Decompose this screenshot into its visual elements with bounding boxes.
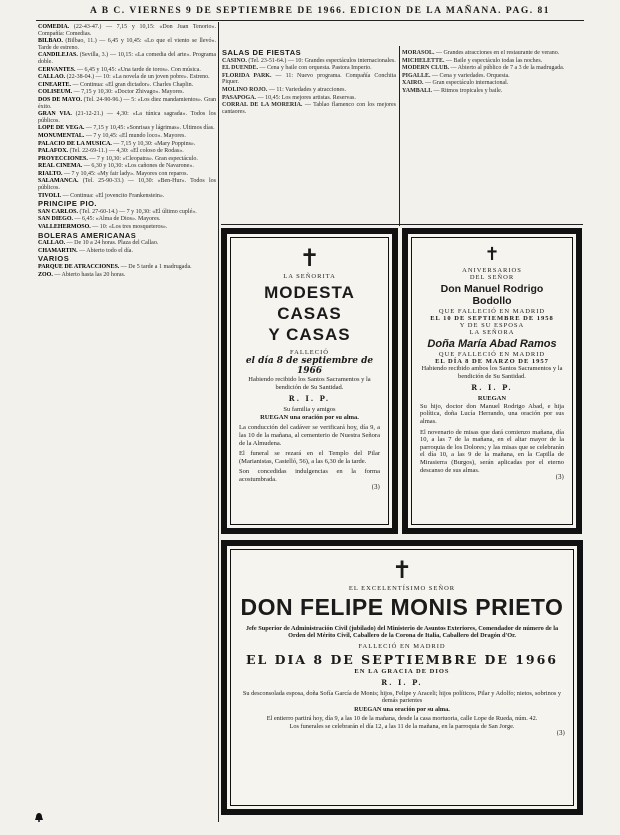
list-item [38,89,216,96]
obituary-funeral: Los funerales se celebrarán el día 12, a las 11 de la mañana, en la parroquia de San Jorge. [289,722,515,730]
obituary-grace: EN LA GRACIA DE DIOS [354,667,450,675]
obituary-rip: R. I. P. [381,677,423,687]
list-item [38,224,216,231]
cross-icon: ✝ [484,244,500,265]
obituary-date: EL 10 DE SEPTIEMBRE DE 1958 [430,315,554,322]
header-rule [36,20,584,21]
entry-name: PIGALLE. [402,72,431,79]
entry-name: FLORIDA PARK. [222,72,272,79]
entry-text: — Ritmos tropicales y baile. [433,87,503,94]
entry-name: GRAN VIA. [38,111,72,118]
list-item [38,264,216,271]
obituary-fallecio: QUE FALLECIÓ EN MADRID [438,308,546,315]
obituary-masses: El novenario de misas que dará comienzo mañana, día 10, a las 7 de la mañana, en el altar mayor de la parroquia de los Dolores; y las misas que se celebrarán el día 10, a las 9 de la mañana, en la Capilla de Mirasierra (Burgos), serán aplicadas por el eterno descanso de sus almas. [420,428,564,474]
entry-text: — 11: Nuevo programa. Compañía Conchita Piquer. [222,72,396,86]
obituary-fallecio: QUE FALLECIÓ EN MADRID [438,351,546,358]
entry-text: — Abierto al público de 7 a 3 de la madrugada. [450,65,565,72]
obituary-name: Don Manuel Rodrigo Bodollo [440,283,544,307]
list-item [38,272,216,279]
entry-text: — Cena y variedades. Orquesta. [432,72,510,79]
list-item [38,133,216,140]
obituary-rodrigo-abad [402,228,582,534]
section-heading: SALAS DE FIESTAS [222,50,302,57]
entry-text: — De 5 tarde a 1 madrugada. [120,264,192,270]
list-item [402,50,580,57]
obituary-rip: R. I. P. [288,394,331,404]
list-item [222,87,396,94]
list-item [38,38,216,51]
obituary-inner-frame [411,237,573,525]
entry-text: — 7 y 10,30: «Cleopatra». Gran espectáculo. [89,155,198,162]
obituary-intro: Y DE SU ESPOSA [459,322,525,329]
list-item [38,97,216,110]
obituary-inner-frame [230,237,389,525]
obituary-name: Doña María Abad Ramos [427,338,557,350]
list-item [222,102,396,115]
obituary-intro: LA SEÑORITA [283,273,336,280]
list-item [38,148,216,155]
entry-name: SAN CARLOS. [38,208,79,215]
section-heading: BOLERAS AMERICANAS [38,230,137,240]
list-item [222,95,396,102]
list-item [38,67,216,74]
list-item [38,156,216,163]
obituary-sacraments: Habiendo recibido los Santos Sacramentos y la bendición de Su Santidad. [248,376,371,391]
obituary-signature: (3) [371,483,380,491]
entry-name: REAL CINEMA. [38,163,83,170]
entry-name: PARQUE DE ATRACCIONES. [38,264,120,270]
column-divider [218,22,219,822]
entry-name: PALAFOX. [38,148,69,155]
section-rule [221,224,583,225]
obituary-signature: (3) [556,730,565,738]
obituary-name-line: MODESTA CASAS [264,283,355,323]
obituary-sacraments: Habiendo recibido ambos los Santos Sacramentos y la bendición de Su Santidad. [421,365,563,380]
list-item [222,65,396,72]
entry-name: PROYECCIONES. [38,155,88,162]
entry-text: — 6,30 y 10,30: «Los cañones de Navarone». [83,163,194,170]
entry-name: CASINO. [222,57,247,64]
entry-name: CERVANTES. [38,66,76,73]
entry-text: — 7,15 y 10,45: «Sonrisas y lágrimas». Ultimos días. [85,125,215,132]
cross-icon: ✝ [299,244,320,272]
entry-name: MICHELETTE. [402,57,445,64]
obituary-name: DON FELIPE MONIS PRIETO [240,594,564,620]
left-column-listings [38,24,216,814]
obituary-intro: ANIVERSARIOS [462,267,522,274]
entry-text: (Sevilla, 3.) — 10,15: «La comedia del arte». Programa doble. [38,52,216,65]
list-item [38,125,216,132]
entry-text: — Abierto todo el día. [79,247,133,254]
list-item [38,209,216,216]
entry-name: CORRAL DE LA MORERIA. [222,102,303,109]
entry-text: — Cena y baile con orquesta. Pastora Imperio. [259,65,372,72]
obituary-modesta-casas [221,228,398,534]
obituary-request: RUEGAN una oración por su alma. [260,413,359,421]
obituary-name [239,282,380,345]
entry-name: XAIRO. [402,80,424,87]
entry-text: (Bilbao, 11.) — 6,45 y 10,45: «Lo que el viento se llevó». Tarde de estreno. [38,38,216,51]
obituary-date: EL DÍA 8 DE MARZO DE 1957 [435,358,549,365]
entry-text: — Tablao flamenco con los mejores cantaores. [222,102,396,115]
entry-name: MONUMENTAL. [38,132,85,139]
entry-name: CINEARTE. [38,81,71,88]
entry-text: (Tel. 22-69-11.) — 4,30: «El coloso de Rodas». [69,148,184,155]
entry-name: EL DUENDE. [222,65,259,72]
list-item [38,240,216,247]
list-item [402,58,580,65]
list-item [222,73,396,86]
list-item [38,111,216,124]
entry-name: CALLAO. [38,240,66,247]
list-item [402,80,580,87]
entry-name: TIVOLI. [38,192,62,199]
middle-column-listings [222,50,396,220]
list-item [38,163,216,170]
obituary-date: el día 8 de septiembre de 1966 [245,356,374,376]
obituary-burial: La conducción del cadáver se verificará hoy, día 9, a las 10 de la mañana, al cementerio de Nuestra Señora de la Almudena. [239,424,380,447]
list-item [38,52,216,65]
entry-text: (Tel. 24-90-96.) — 5: «Los diez mandamientos». Gran éxito. [38,96,216,110]
entry-text: — 10,45: Los mejores artistas. Reservas. [257,94,356,101]
obituary-fallecio: FALLECIÓ [290,349,329,356]
obituary-name-line: Y CASAS [268,325,351,344]
entry-text: (Tel. 25-90-33.) — 10,30: «Ben-Hur». Todos los públicos. [38,178,216,192]
section-heading: PRINCIPE PIO. [38,199,98,209]
obituary-request: RUEGAN [477,395,507,403]
bell-icon [34,812,44,822]
entry-name: YAMBALI. [402,87,432,94]
obituary-signature: (3) [555,474,564,482]
entry-text: (Tel. 23-51-64.) — 10: Grandes espectáculos internacionales. [248,57,396,64]
list-item [38,178,216,191]
entry-text: — 6,45 y 10,45: «Una tarde de toros». Con música. [77,66,201,73]
obituary-intro: DEL SEÑOR [469,274,515,281]
entry-text: — Continua: «El jovencito Frankenstein». [62,192,165,199]
obituary-titles: Jefe Superior de Administración Civil (jubilado) del Ministerio de Asuntos Exteriores, Comendador de número de la Orden del Mérito Civil, Caballero de la Corona de Italia, Caballero del Dragón d'Or. [245,625,559,640]
list-item [222,58,396,65]
entry-text: — Baile y espectáculo todas las noches. [446,57,543,64]
entry-text: — Abierto hasta las 20 horas. [54,271,126,278]
entry-name: RIALTO. [38,170,63,177]
list-item [38,24,216,37]
entry-text: (22-38-04.) — 10: «La novela de un joven pobre». Estreno. [66,74,210,81]
list-item [38,171,216,178]
obituary-intro: LA SEÑORA [469,329,515,336]
entry-name: CALLAO. [38,74,66,81]
obituary-burial: El entierro partirá hoy, día 9, a las 10 de la mañana, desde la casa mortuoria, calle Lope de Rueda, núm. 42. [266,715,538,723]
list-item [38,141,216,148]
page-header: A B C. VIERNES 9 DE SEPTIEMBRE DE 1966. EDICION DE LA MAÑANA. PAG. 81 [90,6,550,16]
entry-name: SALAMANCA. [38,178,79,185]
entry-text: — 7 y 10,45: «El mundo loco». Mayores. [85,132,186,139]
entry-name: PASAPOGA. [222,94,257,101]
entry-text: — 6,45: «Alma de Dios». Mayores. [74,216,161,223]
entry-name: BILBAO. [38,38,63,45]
entry-text: — 11: Variedades y atracciones. [268,86,346,93]
list-item [402,88,580,95]
list-item [38,74,216,81]
cross-icon: ✝ [391,556,413,584]
entry-name: CANDILEJAS. [38,52,78,59]
obituary-family: Su familia y amigos [283,406,336,414]
entry-name: MOLINO ROJO. [222,86,268,93]
entry-text: — Grandes atracciones en el restaurante de verano. [436,50,560,56]
entry-name: SAN DIEGO. [38,216,74,223]
entry-text: — De 10 a 24 horas. Plaza del Callao. [66,240,159,247]
obituary-funeral: El funeral se rezará en el Templo del Pilar (Marianistas, Castelló, 56), a las 6,30 de la tarde. [239,450,380,465]
entry-name: MORASOL. [402,50,435,56]
entry-name: DOS DE MAYO. [38,96,82,103]
list-item [402,65,580,72]
section-heading: VARIOS [38,254,70,264]
obituary-request: RUEGAN una oración por su alma. [354,706,450,714]
right-column-listings [402,50,580,220]
obituary-fallecio: FALLECIÓ EN MADRID [358,642,446,650]
entry-name: MODERN CLUB. [402,65,450,72]
obituary-intro: EL EXCELENTÍSIMO SEÑOR [348,585,456,592]
entry-text: (22-43-47.) — 7,15 y 10,15: «Don Juan Tenorio». Compañía: Comedias. [38,24,216,37]
list-item [38,193,216,200]
obituary-rip: R. I. P. [471,383,513,393]
entry-text: (Tel. 27-60-14.) — 7 y 10,30: «El último cuplé». [79,208,197,215]
entry-text: — 7,15 y 10,30: «Doctor Zhivago». Mayores. [73,89,184,96]
obituary-family: Su hijo, doctor don Manuel Rodrigo Abad, e hija política, doña Lucía Herrando, una oración por sus almas. [420,402,564,425]
list-item [38,216,216,223]
entry-text: — 7,15 y 10,30: «Mary Poppins». [113,140,196,147]
entry-text: — 10: «Los tres mosqueteros». [92,224,168,231]
entry-name: PALACIO DE LA MUSICA. [38,140,112,147]
obituary-date: EL DIA 8 DE SEPTIEMBRE DE 1966 [246,651,558,667]
entry-name: ZOO. [38,271,53,278]
obituary-felipe-monis [221,540,583,815]
entry-text: (21-12-21.) — 4,30: «La túnica sagrada». Todos los públicos. [38,111,216,124]
obituary-family: Su desconsolada esposa, doña Sofía García de Monis; hijos, Felipe y Araceli; hijos políticos, Pilar y Adolfo; nietos, sobrinos y demás parientes [242,689,562,704]
entry-name: COLISEUM. [38,89,73,96]
entry-name: LOPE DE VEGA. [38,125,85,132]
list-item [38,82,216,89]
entry-text: — 7 y 10,45: «My fair lady». Mayores con reparos. [64,170,188,177]
entry-name: VALLEHERMOSO. [38,224,91,231]
entry-name: CHAMARTIN. [38,247,78,254]
entry-name: COMEDIA. [38,24,70,30]
obituary-inner-frame [230,549,574,806]
entry-text: — Continua: «El gran dictador». Charles Chaplin. [72,81,194,88]
list-item [402,73,580,80]
list-item [38,248,216,255]
entry-text: — Gran espectáculo internacional. [425,80,509,87]
column-divider [399,46,400,226]
obituary-indulgences: Son concedidas indulgencias en la forma acostumbrada. [239,468,380,483]
